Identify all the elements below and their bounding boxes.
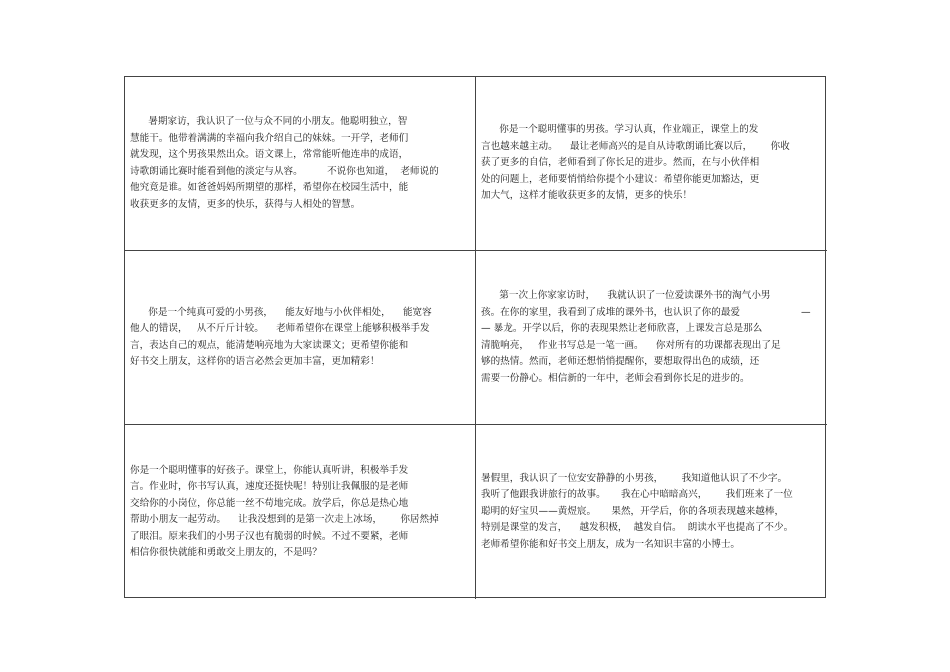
text-line: 加大气，这样才能收获更多的友情，更多的快乐！ [481,190,693,202]
text-line: 需要一份静心。相信新的一年中，老师会看到你长足的进步的。 [481,372,750,384]
text-line: 帮助小朋友一起劳动。 让我没想到的是第一次走上冰场， 你居然掉 [130,514,439,525]
comment-cell-3 [125,251,476,425]
comment-cell-5 [125,425,476,599]
comment-cell-6 [476,425,827,599]
text-line: 聪明的好宝贝——黄煜宸。 果然，开学后，你的各项表现越来越棒， [481,505,785,517]
text-line: 获了更多的自信，老师看到了你长足的进步。然而，在与小伙伴相 [481,157,760,169]
text-line: 暑假里，我认识了一位安安静静的小男孩， 我知道他认识了不少字。 [481,472,788,484]
comment-cell-4 [476,251,827,425]
text-line: 交给你的小岗位，你总能一丝不苟地完成。放学后，你总是热心地 [130,497,409,509]
text-line: 处的问题上，老师要悄悄给你提个小建议：希望你能更加豁达，更 [481,173,760,185]
text-line: 孩。在你的家里，我看到了成堆的课外书，也认识了你的最爱 — [481,306,811,318]
text-line: 慧能干。他带着满满的幸福向我介绍自己的妹妹。一开学，老师们 [130,132,409,144]
text-line: 诗歌朗诵比赛时能看到他的淡定与从容。 不说你也知道， 老师说的 [130,165,439,177]
comment-table [124,76,826,598]
text-line: 暑期家访，我认识了一位与众不同的小朋友。他聪明独立，智 [130,116,408,127]
text-line: 我听了他跟我讲旅行的故事。 我在心中暗暗高兴， 我们班来了一位 [481,489,793,501]
text-line: 清脆响亮， 作业书写总是一笔一画。 你对所有的功课都表现出了足 [481,339,781,351]
text-line: 你是一个聪明懂事的男孩。学习认真，作业端正，课堂上的发 [481,124,759,136]
comment-cell-2 [476,77,827,251]
text-line: 言也越来越主动。 最让老师高兴的是自从诗歌朗诵比赛以后， 你收 [481,140,790,152]
text-line: 相信你很快就能和勇敢交上朋友的，不是吗？ [130,547,322,558]
text-line: 老师希望你能和好书交上朋友，成为一名知识丰富的小博士。 [481,538,741,550]
text-line: 特别是课堂的发言， 越发积极， 越发自信。 朗读水平也提高了不少。 [481,522,794,534]
text-line: 你是一个聪明懂事的好孩子。课堂上，你能认真听讲，积极举手发 [130,464,409,476]
text-line: 够的热情。然而，老师还想悄悄提醒你，要想取得出色的成绩，还 [481,356,760,367]
text-line: 了眼泪。原来我们的小男子汉也有脆弱的时候。不过不要紧，老师 [130,530,409,542]
text-line: 言。作业时，你书写认真，速度还挺快呢！特别让我佩服的是老师 [130,481,409,492]
text-line: 他究竟是谁。如爸爸妈妈所期望的那样，希望你在校园生活中，能 [130,182,409,193]
text-line: 第一次上你家家访时， 我就认识了一位爱读课外书的淘气小男 [481,290,771,301]
text-line: 言，表达自己的观点，能清楚响亮地为大家读课文；更希望你能和 [130,339,409,351]
comment-cell-1 [125,77,476,251]
text-line: — 暴龙。开学以后，你的表现果然让老师欣喜，上课发言总是那么 [481,323,763,334]
text-line: 他人的错误， 从不斤斤计较。 老师希望你在课堂上能够积极举手发 [130,323,430,334]
text-line: 你是一个纯真可爱的小男孩， 能友好地与小伙伴相处， 能宽容 [130,306,432,318]
text-line: 就发现，这个男孩果然出众。语文课上，常常能听他连串的成语， [130,149,409,160]
text-line: 收获更多的友情，更多的快乐，获得与人相处的智慧。 [130,198,361,210]
text-line: 好书交上朋友，这样你的语言必然会更加丰富，更加精彩！ [130,356,380,367]
